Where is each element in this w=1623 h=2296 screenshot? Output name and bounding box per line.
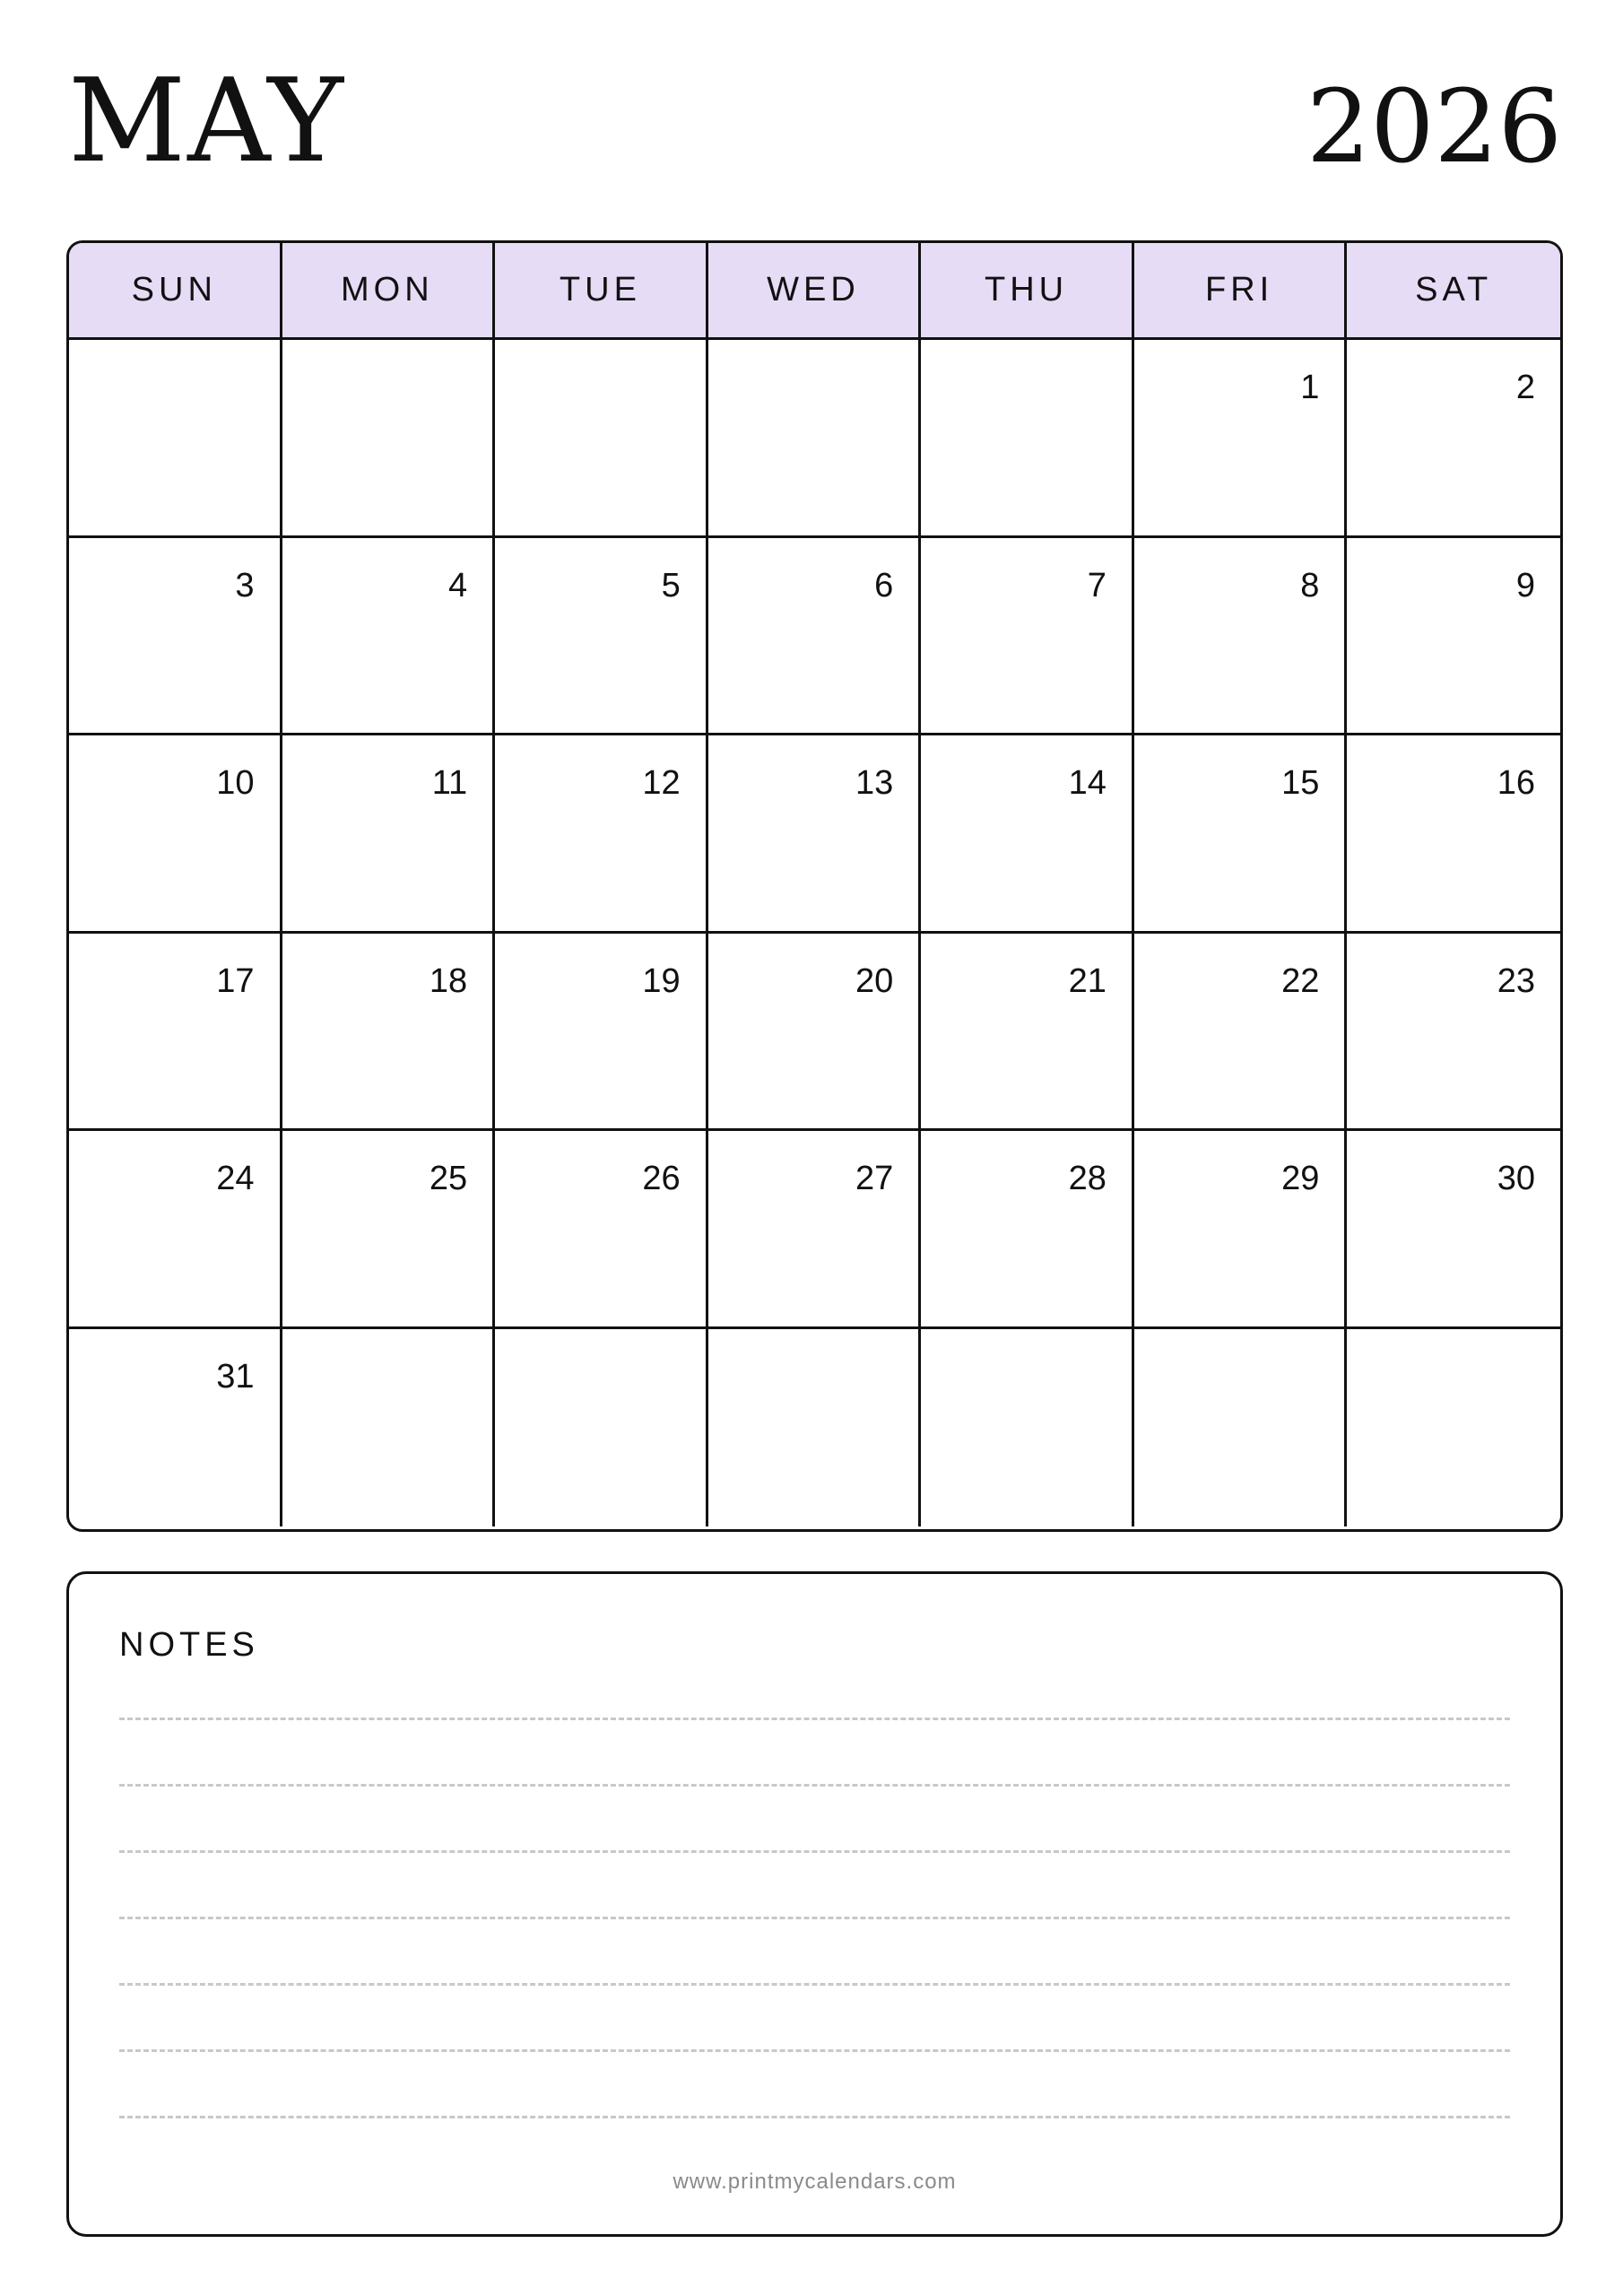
day-cell[interactable]: [921, 934, 1134, 1129]
day-cell[interactable]: [495, 1329, 708, 1527]
notes-panel: [66, 1571, 1563, 2237]
day-number: 22: [1281, 961, 1320, 1000]
day-cell[interactable]: [708, 934, 922, 1129]
day-cell[interactable]: [921, 340, 1134, 535]
day-cell[interactable]: [282, 1131, 496, 1326]
day-number: 20: [855, 961, 894, 1000]
day-cell[interactable]: [69, 1329, 282, 1527]
note-line[interactable]: [119, 1917, 1510, 1919]
day-cell[interactable]: [1134, 538, 1348, 734]
note-line[interactable]: [119, 1850, 1510, 1853]
day-cell[interactable]: [1134, 934, 1348, 1129]
note-line[interactable]: [119, 1784, 1510, 1787]
day-number: 24: [216, 1160, 255, 1197]
weekday-sun: SUN: [69, 243, 282, 337]
weekday-fri: FRI: [1134, 243, 1348, 337]
week-row-4: [69, 934, 1560, 1132]
day-cell[interactable]: [1347, 735, 1560, 931]
day-cell[interactable]: [921, 735, 1134, 931]
day-cell[interactable]: [69, 340, 282, 535]
day-number: 23: [1497, 961, 1535, 1000]
day-cell[interactable]: [495, 934, 708, 1129]
day-number: 31: [216, 1357, 255, 1396]
day-cell[interactable]: [1347, 340, 1560, 535]
weekday-wed: WED: [708, 243, 922, 337]
note-line[interactable]: [119, 2116, 1510, 2118]
week-row-5: [69, 1131, 1560, 1329]
note-line[interactable]: [119, 1718, 1510, 1720]
day-cell[interactable]: [1347, 1131, 1560, 1326]
day-number: 27: [855, 1160, 894, 1197]
note-line[interactable]: [119, 2049, 1510, 2052]
day-cell[interactable]: [708, 538, 922, 734]
weekday-tue: TUE: [495, 243, 708, 337]
day-cell[interactable]: [708, 1329, 922, 1527]
weekday-header-row: [69, 243, 1560, 340]
weekday-sat: SAT: [1415, 271, 1493, 309]
day-number: 28: [1068, 1160, 1107, 1197]
day-number: 13: [855, 764, 894, 802]
day-cell[interactable]: [921, 538, 1134, 734]
notes-title: NOTES: [119, 1626, 259, 1664]
day-cell[interactable]: [282, 1329, 496, 1527]
day-number: 18: [429, 961, 468, 1000]
day-number: 2: [1515, 369, 1535, 406]
note-line[interactable]: [119, 1983, 1510, 1986]
day-number: 15: [1281, 764, 1320, 802]
day-number: 1: [1300, 369, 1320, 406]
week-row-2: [69, 538, 1560, 736]
day-cell[interactable]: [495, 1131, 708, 1326]
day-number: 19: [642, 961, 681, 1000]
year-title: 2026: [1306, 69, 1562, 186]
weekday-thu: THU: [921, 243, 1134, 337]
calendar-grid: [66, 240, 1563, 1532]
day-cell[interactable]: [495, 538, 708, 734]
day-cell[interactable]: [69, 1131, 282, 1326]
day-cell[interactable]: [708, 735, 922, 931]
day-number: 12: [642, 764, 681, 802]
day-cell[interactable]: [69, 735, 282, 931]
day-number: 16: [1497, 764, 1535, 802]
weekday-mon: MON: [282, 243, 496, 337]
day-cell[interactable]: [1134, 1131, 1348, 1326]
day-number: 11: [431, 764, 468, 802]
day-cell[interactable]: [708, 340, 922, 535]
day-number: 9: [1515, 566, 1535, 604]
day-cell[interactable]: [921, 1329, 1134, 1527]
week-row-3: [69, 735, 1560, 934]
day-number: 17: [216, 961, 255, 1000]
day-cell[interactable]: [1134, 735, 1348, 931]
week-row-1: [69, 340, 1560, 538]
day-cell[interactable]: [1347, 538, 1560, 734]
day-number: 29: [1281, 1160, 1320, 1197]
day-number: 10: [216, 764, 255, 802]
day-number: 21: [1068, 961, 1107, 1000]
day-cell[interactable]: [921, 1131, 1134, 1326]
day-cell[interactable]: [1347, 934, 1560, 1129]
day-cell[interactable]: [282, 735, 496, 931]
day-cell[interactable]: [1134, 1329, 1348, 1527]
day-number: 7: [1087, 566, 1107, 604]
day-number: 6: [874, 566, 894, 604]
day-cell[interactable]: [495, 735, 708, 931]
day-cell[interactable]: [282, 934, 496, 1129]
month-title: MAY: [68, 55, 345, 188]
day-number: 3: [235, 566, 255, 604]
day-number: 4: [448, 566, 468, 604]
day-cell[interactable]: [495, 340, 708, 535]
day-number: 26: [642, 1160, 681, 1197]
day-cell[interactable]: [69, 538, 282, 734]
day-cell[interactable]: [1347, 1329, 1560, 1527]
day-number: 14: [1068, 764, 1107, 802]
footer-url: www.printmycalendars.com: [673, 2170, 957, 2194]
day-number: 25: [429, 1160, 468, 1197]
day-number: 5: [661, 566, 681, 604]
day-number: 8: [1300, 566, 1320, 604]
week-row-6: [69, 1329, 1560, 1527]
day-cell[interactable]: [282, 340, 496, 535]
day-cell[interactable]: [282, 538, 496, 734]
day-cell[interactable]: [1134, 340, 1348, 535]
day-number: 30: [1497, 1160, 1535, 1197]
day-cell[interactable]: [708, 1131, 922, 1326]
day-cell[interactable]: [69, 934, 282, 1129]
